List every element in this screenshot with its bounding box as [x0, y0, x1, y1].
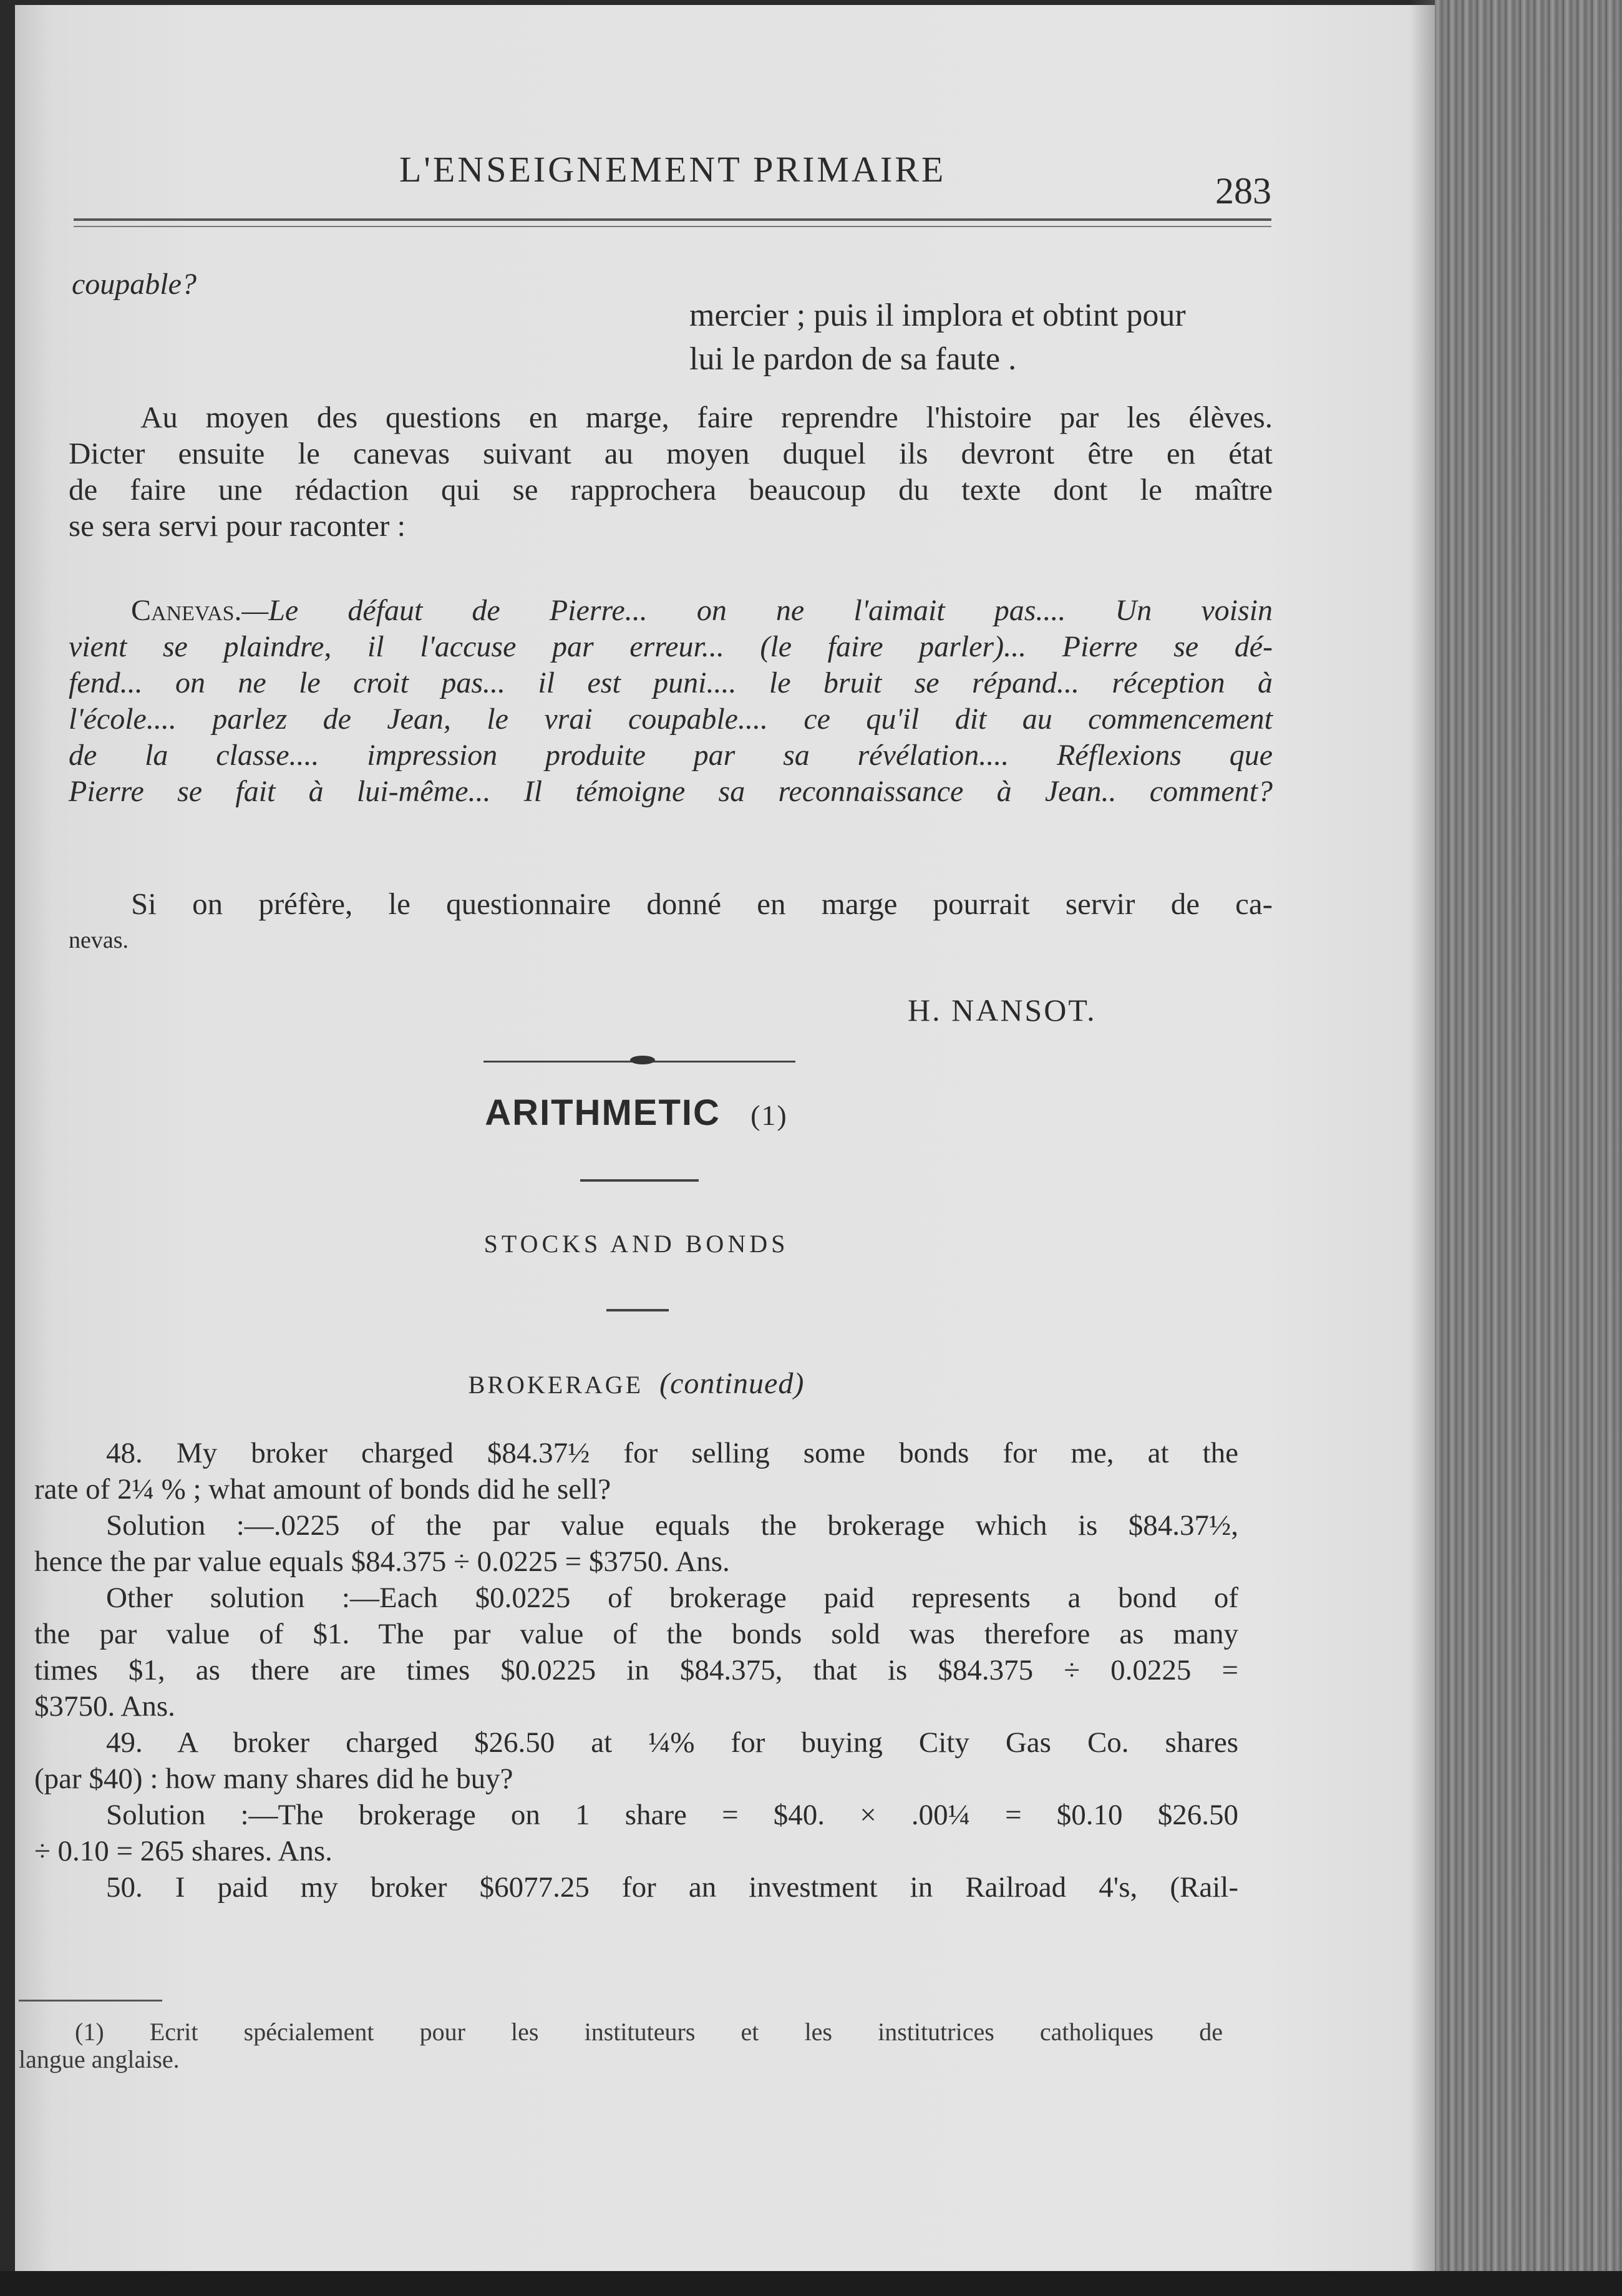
canevas-label: Canevas. — [131, 594, 242, 627]
margin-note: coupable? — [72, 268, 197, 301]
section-title-note: (1) — [750, 1099, 788, 1131]
text-line: fend... on ne le croit pas... il est puni.... le bruit se répand... réception à — [69, 666, 1273, 699]
problem-line: times $1, as there are times $0.0225 in $84.375, that is $84.375 ÷ 0.0225 = — [34, 1654, 1238, 1686]
text-line: vient se plaindre, il l'accuse par erreur... (le faire parler)... Pierre se dé- — [69, 630, 1273, 663]
footnote — [19, 2018, 1223, 2073]
subsection-title-note: (continued) — [659, 1367, 805, 1400]
problem-line: Solution :—The brokerage on 1 share = $40. × .00¼ = $0.10 $26.50 — [106, 1799, 1238, 1831]
problem-line: (par $40) : how many shares did he buy? — [34, 1763, 513, 1795]
text-line: de faire une rédaction qui se rapprochera beaucoup du texte dont le maître — [69, 472, 1273, 507]
text-line: l'école.... parlez de Jean, le vrai coupable.... ce qu'il dit au commencement — [69, 703, 1273, 736]
text-line: se sera servi pour raconter : — [69, 508, 406, 543]
running-header: L'ENSEIGNEMENT PRIMAIRE — [399, 149, 946, 190]
subsection-title-text: BROKERAGE — [468, 1371, 644, 1399]
header-rule-thin — [74, 226, 1271, 227]
problem-line: rate of 2¼ % ; what amount of bonds did he sell? — [34, 1473, 611, 1506]
scan-border — [0, 2271, 1622, 2296]
problem-line: hence the par value equals $84.375 ÷ 0.0225 = $3750. Ans. — [34, 1545, 730, 1578]
page-number: 283 — [1215, 170, 1271, 212]
instructions-paragraph — [69, 399, 1273, 544]
text-line: Pierre se fait à lui-même... Il témoigne sa reconnaissance à Jean.. comment? — [69, 775, 1273, 808]
arithmetic-problems — [34, 1435, 1238, 1905]
problem-line: the par value of $1. The par value of the bonds sold was therefore as many — [34, 1618, 1238, 1650]
problem-line: Solution :—.0225 of the par value equals the brokerage which is $84.37½, — [106, 1509, 1238, 1542]
text-line: —Le défaut de Pierre... on ne l'aimait pas.... Un voisin — [241, 594, 1273, 627]
header-rule — [74, 218, 1271, 221]
text-line: Dicter ensuite le canevas suivant au moyen duquel ils devront être en état — [69, 436, 1273, 470]
section-title — [0, 1092, 1273, 1134]
text-line: Au moyen des questions en marge, faire reprendre l'histoire par les élèves. — [140, 400, 1273, 434]
section-title-text: ARITHMETIC — [485, 1092, 721, 1133]
author-signature: H. NANSOT. — [908, 993, 1097, 1028]
footnote-rule — [19, 2000, 162, 2002]
continuation-line-2: lui le pardon de sa faute . — [689, 341, 1017, 377]
book-page-edges — [1435, 0, 1622, 2296]
text-line: Si on préfère, le questionnaire donné en marge pourrait servir de ca- — [131, 887, 1273, 921]
problem-line: 50. I paid my broker $6077.25 for an investment in Railroad 4's, (Rail- — [106, 1871, 1238, 1904]
title-rule — [580, 1179, 699, 1182]
ornament-diamond — [630, 1056, 655, 1064]
problem-line: Other solution :—Each $0.0225 of brokerage paid represents a bond of — [106, 1582, 1238, 1614]
footnote-line: langue anglaise. — [19, 2045, 180, 2073]
problem-line: $3750. Ans. — [34, 1690, 175, 1723]
problem-line: 49. A broker charged $26.50 at ¼% for buying City Gas Co. shares — [106, 1726, 1238, 1759]
subsection-title — [0, 1366, 1273, 1401]
subtitle-rule — [606, 1309, 669, 1311]
footnote-line: (1) Ecrit spécialement pour les instituteurs et les institutrices catholiques de — [75, 2018, 1223, 2046]
continuation-line-1: mercier ; puis il implora et obtint pour — [689, 298, 1186, 333]
text-line: nevas. — [69, 927, 129, 953]
text-line: de la classe.... impression produite par sa révélation.... Réflexions que — [69, 739, 1273, 772]
section-subtitle: STOCKS AND BONDS — [483, 1230, 789, 1258]
problem-line: ÷ 0.10 = 265 shares. Ans. — [34, 1835, 333, 1867]
closing-paragraph — [69, 886, 1273, 958]
problem-line: 48. My broker charged $84.37½ for selling some bonds for me, at the — [106, 1437, 1238, 1469]
canevas-paragraph — [69, 593, 1273, 810]
